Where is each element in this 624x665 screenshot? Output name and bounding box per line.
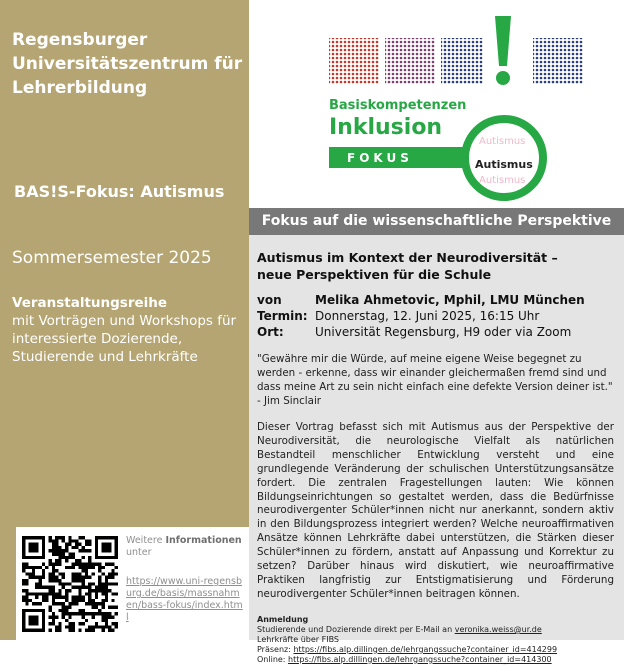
right-panel [249,0,624,664]
basis-logo-graphic [323,8,593,203]
presence-link[interactable]: https://fibs.alp.dillingen.de/lehrgangssuche?container_id=414299 [293,644,558,654]
logo-topic: Autismus [475,158,533,171]
more-info-text [126,535,246,559]
online-link[interactable]: https://fibs.alp.dillingen.de/lehrgangssuche?container_id=414300 [288,654,552,664]
series-description [12,294,248,366]
speaker-value: Melika Ahmetovic, Mphil, LMU München [315,293,585,307]
org-line-2: Universitätszentrum für [12,54,243,74]
presence-label: Präsenz: [257,644,294,654]
logo-echo-1: Autismus [479,136,526,147]
abstract: Dieser Vortrag befasst sich mit Autismus aus der Perspektive der Neurodiversität, die neurologische Vielfalt als natürlichen Bestandteil menschlicher Entwicklung versteht und eine grundlegende Veränderung der schulischen Unterstützungsansätze fordert. Die zentralen Fragestellungen lauten: Wie können Bildungseinrichtungen so gestaltet werden, dass die Bedürfnisse neurodivergenter Schüler*innen nicht nur anerkannt, sondern aktiv in den Bildungsprozess integriert werden? Welche neuroaffirmativen Ansätze können Lehrkräfte dabei unterstützen, die Stärken dieser Schüler*innen zu fördern, anstatt auf Anpassung und Korrektur zu setzen? Darüber hinaus wird diskutiert, wie neuroaffirmative Praktiken langfristig zur Entstigmatisierung und Förderung neurodivergenter Schüler*innen beitragen können. [257,421,614,600]
info-link[interactable]: https://www.uni-regensburg.de/basis/massnahmen/bass-fokus/index.html [126,576,243,623]
registration-line-1: Studierende und Dozierende direkt per E-Mail an [257,624,455,634]
registration [257,615,614,665]
talk-title-line-1: Autismus im Kontext der Neurodiversität – [257,250,558,265]
series-heading: Veranstaltungsreihe [12,295,168,311]
talk-title [257,249,614,283]
more-bold: Informationen [165,535,242,546]
registration-line-2: Lehrkräfte über FIBS [257,634,339,644]
date-label: Termin: [257,309,308,323]
meta-speaker [257,292,614,308]
speaker-label: von [257,293,282,307]
logo-fokus: FOKUS [347,151,413,165]
more-prefix: Weitere [126,535,166,546]
location-label: Ort: [257,325,284,339]
talk-title-line-2: neue Perspektiven für die Schule [257,267,492,282]
left-panel [0,0,249,640]
logo-line1: Basiskompetenzen [329,98,467,113]
logo-echo-2: Autismus [479,175,526,186]
section-banner: Fokus auf die wissenschaftliche Perspektive [249,208,624,235]
series-text: mit Vorträgen und Workshops für interessierte Dozierende, Studierende und Lehrkräfte [12,313,237,365]
meta-date [257,308,614,324]
event-content [249,235,624,664]
info-box [16,527,249,640]
semester: Sommersemester 2025 [12,248,212,268]
date-value: Donnerstag, 12. Juni 2025, 16:15 Uhr [315,309,540,323]
meta-location [257,324,614,340]
location-value: Universität Regensburg, H9 oder via Zoom [315,325,572,339]
quote: "Gewähre mir die Würde, auf meine eigene Weise begegnet zu werden - erkenne, dass wir einander gleichermaßen fremd sind und dass meine Art zu sein nicht einfach eine defekte Version deiner ist." - Jim Sinclair [257,353,613,407]
online-label: Online: [257,654,289,664]
registration-heading: Anmeldung [257,614,309,624]
logo-line2: Inklusion [329,115,443,140]
organization-name [12,28,244,100]
org-line-3: Lehrerbildung [12,78,148,98]
registration-email-link[interactable]: veronika.weiss@ur.de [454,624,542,634]
more-suffix: unter [126,547,152,558]
basis-logo [323,8,593,203]
focus-title: BAS!S-Fokus: Autismus [14,182,225,201]
org-line-1: Regensburger [12,30,148,50]
qr-code-icon[interactable] [22,536,118,632]
event-meta [257,292,614,340]
